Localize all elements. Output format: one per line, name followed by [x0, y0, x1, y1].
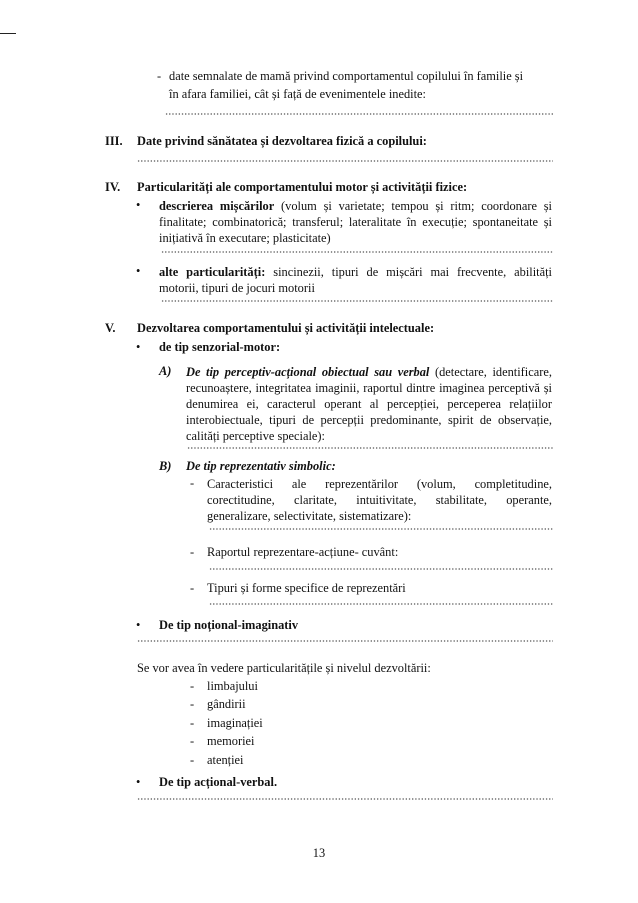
fill-line	[161, 251, 553, 253]
dev-item-thinking: gândirii	[207, 697, 246, 711]
dash-icon: -	[190, 476, 195, 490]
fill-line	[137, 640, 553, 642]
subsection-notional: De tip noțional-imaginativ	[159, 618, 299, 632]
item-a-label: A)	[159, 364, 172, 378]
dash-icon: -	[190, 734, 195, 748]
intro-line-2: în afara familiei, cât și față de evenimentele inedite:	[169, 87, 426, 101]
bullet-icon	[136, 198, 140, 214]
section-4-title: Particularități ale comportamentului motor și activității fizice:	[137, 180, 468, 194]
fill-line	[137, 798, 553, 800]
dev-item-language: limbajului	[207, 679, 258, 693]
motor-item-other	[159, 264, 552, 296]
bullet-icon	[136, 340, 140, 356]
dash-icon: -	[190, 697, 195, 711]
fill-line	[209, 528, 553, 530]
item-b-label: B)	[159, 459, 172, 473]
dash-icon: -	[190, 581, 195, 595]
intro-line-1: date semnalate de mamă privind comportamentul copilului în familie și	[169, 69, 524, 83]
item-a	[186, 364, 552, 444]
dev-item-memory: memoriei	[207, 734, 255, 748]
bullet-icon	[136, 264, 140, 280]
section-5-number: V.	[105, 321, 116, 335]
bullet-icon	[136, 618, 140, 634]
motor-item-other-text: sincinezii, tipuri de mișcări mai frecvente, abilități motorii, tipuri de jocuri motorii	[159, 265, 552, 295]
motor-item-description-text: (volum și varietate; tempou și ritm; coordonare și finalitate; combinatorică; transferul; lateralitate în execuție; spontaneitate și inițiativă în executare; plasticitate)	[159, 199, 552, 245]
bullet-icon	[136, 775, 140, 791]
subsection-actional-verbal: De tip acțional-verbal.	[159, 775, 278, 789]
dev-item-imagination: imaginației	[207, 716, 263, 730]
page-number: 13	[312, 846, 326, 860]
motor-item-description	[159, 198, 552, 246]
development-note: Se vor avea în vedere particularitățile și nivelul dezvoltării:	[137, 661, 431, 675]
motor-item-description-label: descrierea mișcărilor	[159, 199, 275, 213]
scan-corner-mark	[0, 33, 16, 34]
dash-icon: -	[190, 716, 195, 730]
fill-line	[137, 160, 553, 162]
item-b-title: De tip reprezentativ simbolic:	[186, 459, 336, 473]
section-3-number: III.	[105, 134, 123, 148]
dev-item-attention: atenției	[207, 753, 244, 767]
section-3-title: Date privind sănătatea și dezvoltarea fizică a copilului:	[137, 134, 427, 148]
fill-line	[165, 113, 553, 115]
intro-dash: -	[157, 69, 162, 83]
section-5-title: Dezvoltarea comportamentului și activității intelectuale:	[137, 321, 435, 335]
repr-item-2: Raportul reprezentare-acțiune- cuvânt:	[207, 545, 399, 559]
item-a-title: De tip perceptiv-acțional obiectual sau verbal	[186, 365, 430, 379]
motor-item-other-label: alte particularități:	[159, 265, 266, 279]
repr-item-1: Caracteristici ale reprezentărilor (volum, completitudine, corectitudine, claritate, intuitivitate, stabilitate, operante, generalizare, selectivitate, sistematizare):	[207, 477, 552, 523]
repr-item-3: Tipuri și forme specifice de reprezentări	[207, 581, 406, 595]
fill-line	[187, 447, 553, 449]
subsection-sensorimotor: de tip senzorial-motor:	[159, 340, 281, 354]
fill-line	[161, 300, 553, 302]
item-a-text: (detectare, identificare, recunoaștere, integritatea imaginii, raportul dintre imaginea perceptivă și denumirea ei, caracterul operant al percepției, perceperea relațiilor interobiectuale, tipuri de percepții predominante, spirit de observație, calități perceptive speciale):	[186, 365, 552, 443]
dash-icon: -	[190, 679, 195, 693]
dash-icon: -	[190, 753, 195, 767]
dash-icon: -	[190, 545, 195, 559]
fill-line	[209, 568, 553, 570]
fill-line	[209, 603, 553, 605]
section-4-number: IV.	[105, 180, 121, 194]
